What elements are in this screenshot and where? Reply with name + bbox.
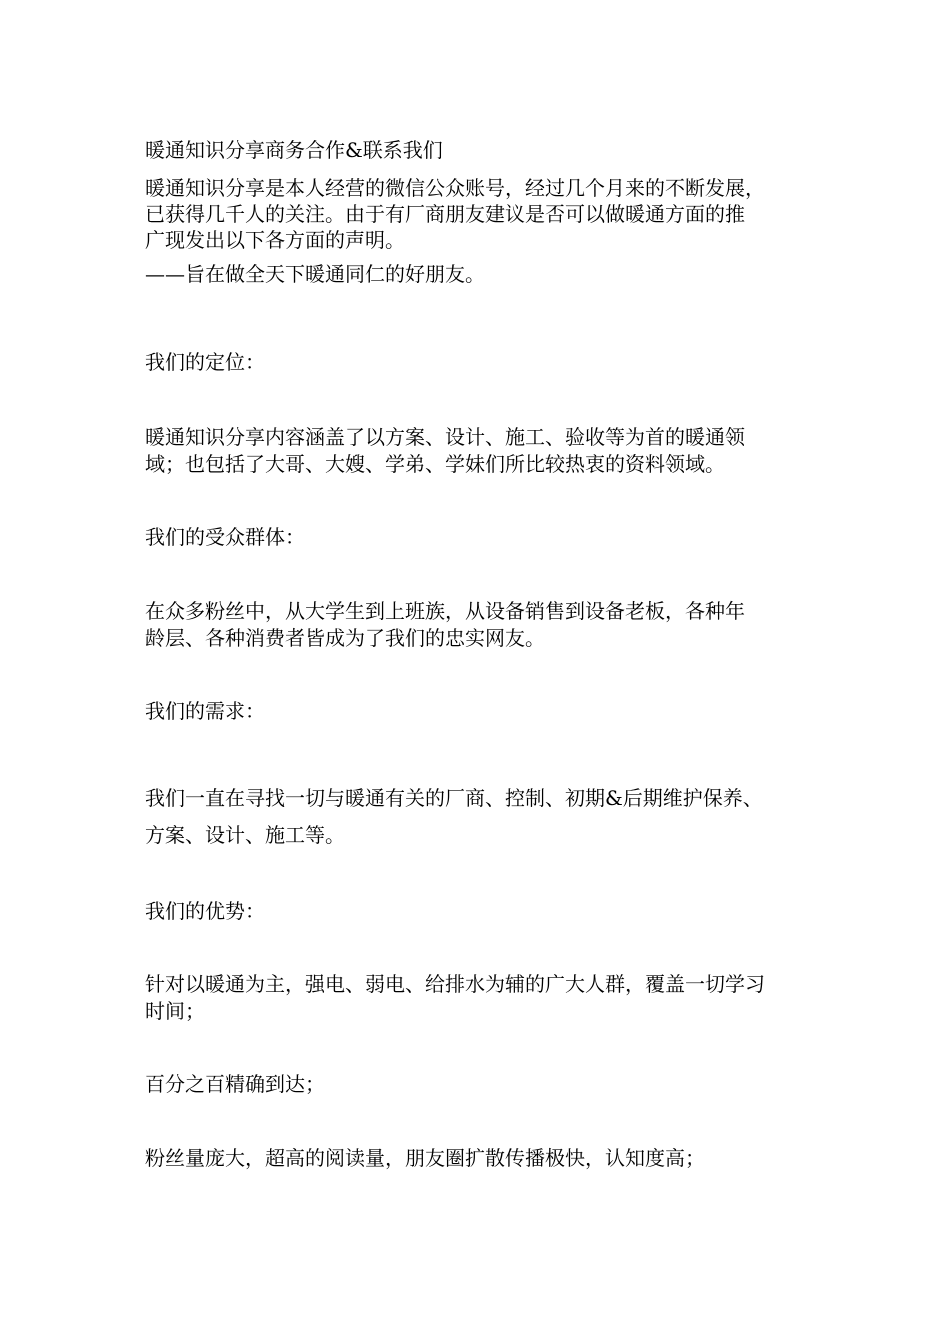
intro-line-1: 暖通知识分享是本人经营的微信公众账号，经过几个月来的不断发展， [145,176,765,200]
section-audience-line-2: 龄层、各种消费者皆成为了我们的忠实网友。 [145,626,545,650]
advantage-item-3: 粉丝量庞大，超高的阅读量，朋友圈扩散传播极快，认知度高； [145,1146,705,1170]
advantage-item-2: 百分之百精确到达； [145,1072,325,1096]
intro-line-3: 广现发出以下各方面的声明。 [145,228,405,252]
section-needs-line-2: 方案、设计、施工等。 [145,823,345,847]
advantage-item-1-line-2: 时间； [145,999,205,1023]
advantage-item-1-line-1: 针对以暖通为主，强电、弱电、给排水为辅的广大人群，覆盖一切学习 [145,972,765,996]
section-heading-needs: 我们的需求： [145,699,265,723]
section-positioning-line-2: 域；也包括了大哥、大嫂、学弟、学妹们所比较热衷的资料领域。 [145,452,725,476]
section-needs-line-1: 我们一直在寻找一切与暖通有关的厂商、控制、初期&后期维护保养、 [145,786,763,810]
section-audience-line-1: 在众多粉丝中，从大学生到上班族，从设备销售到设备老板，各种年 [145,599,745,623]
section-heading-audience: 我们的受众群体： [145,525,305,549]
section-positioning-line-1: 暖通知识分享内容涵盖了以方案、设计、施工、验收等为首的暖通领 [145,425,745,449]
section-heading-advantages: 我们的优势： [145,899,265,923]
intro-line-2: 已获得几千人的关注。由于有厂商朋友建议是否可以做暖通方面的推 [145,202,745,226]
intro-motto: ——旨在做全天下暖通同仁的好朋友。 [145,262,485,286]
document-title: 暖通知识分享商务合作&联系我们 [145,138,443,162]
section-heading-positioning: 我们的定位： [145,350,265,374]
